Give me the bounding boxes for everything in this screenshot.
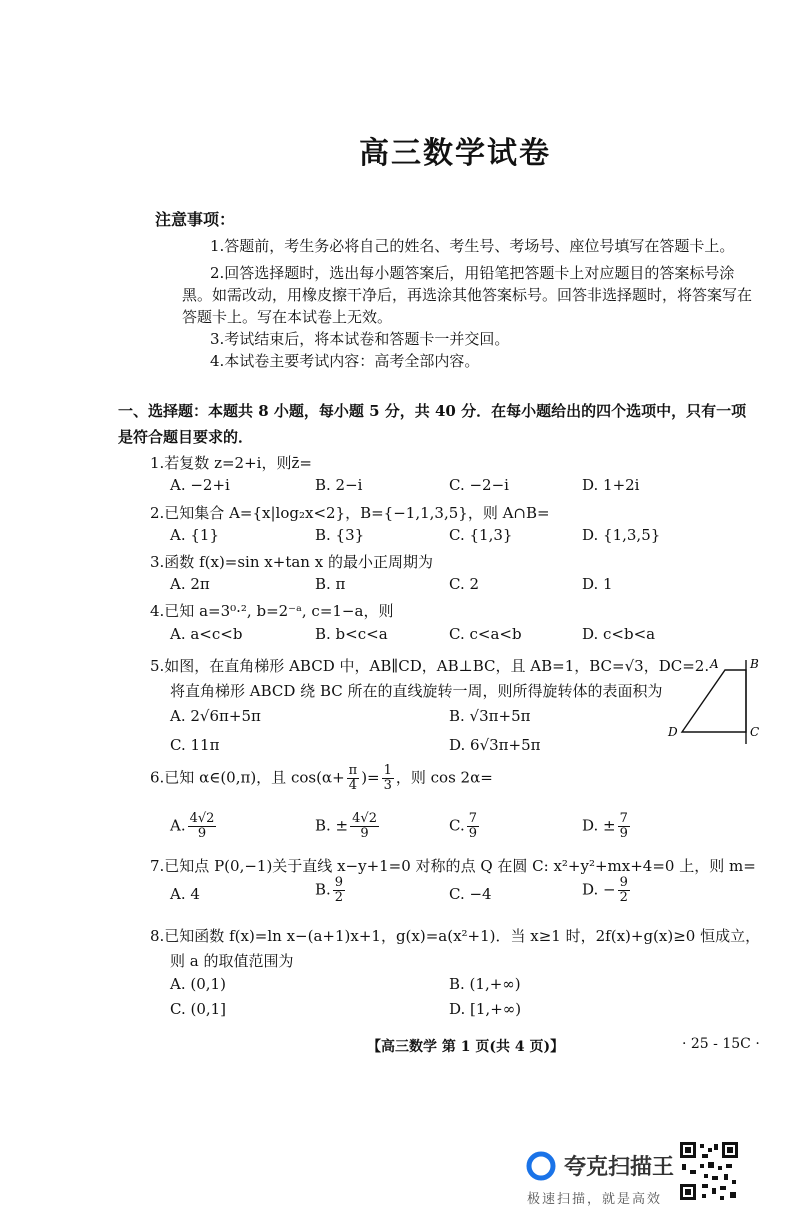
label-b: B (750, 657, 759, 671)
option: C. (0,1] (170, 1000, 227, 1018)
option: D. 1 (582, 575, 613, 593)
label-c: C (750, 725, 760, 739)
option: B. ± $\frac{4√2}{9}$ (315, 811, 377, 841)
denominator: 3 (383, 778, 392, 793)
option: B. {3} (315, 526, 365, 544)
stem-part: ，则 cos 2α= (395, 768, 493, 787)
label-a: A (710, 657, 719, 671)
option: A. 4 (170, 885, 200, 903)
option: A. a<c<b (170, 625, 243, 643)
page-title: 高三数学试卷 (359, 136, 551, 171)
option: C. c<a<b (449, 625, 522, 643)
trapezoid-shape (682, 670, 746, 732)
option: B. √3π+5π (449, 707, 531, 725)
notice-item: 2.回答选择题时，选出每小题答案后，用铅笔把答题卡上对应题目的答案标号涂 (210, 264, 735, 282)
quark-logo-icon (525, 1150, 557, 1182)
option: B. $\frac{9}{2}$ (315, 875, 344, 905)
option: C. 11π (170, 736, 220, 754)
question-stem (150, 764, 493, 793)
option: A. 2√6π+5π (170, 707, 261, 725)
option: D. c<b<a (582, 625, 656, 643)
option: C. −4 (449, 885, 492, 903)
option: B. (1,+∞) (449, 975, 521, 993)
fraction (382, 764, 394, 793)
option: C. −2−i (449, 476, 509, 494)
option: D. 6√3π+5π (449, 736, 541, 754)
option: A. 2π (170, 575, 210, 593)
question-stem-cont: 则 a 的取值范围为 (170, 952, 294, 970)
option: B. 2−i (315, 476, 363, 494)
option: D. ± $\frac{7}{9}$ (582, 811, 628, 841)
question-stem: 7.已知点 P(0,−1)关于直线 x−y+1=0 对称的点 Q 在圆 C: x²+y²+mx+4=0 上，则 m= (150, 857, 756, 875)
watermark-brand: 夸克扫描王 (564, 1155, 675, 1180)
notice-item: 4.本试卷主要考试内容：高考全部内容。 (210, 352, 480, 370)
qr-code-icon (678, 1140, 740, 1202)
page-code: · 25 - 15C · (682, 1036, 760, 1052)
stem-part: 6.已知 α∈(0,π)，且 cos(α+ (150, 768, 345, 787)
notice-item: 答题卡上。写在本试卷上无效。 (182, 308, 393, 326)
option: A. {1} (170, 526, 219, 544)
question-stem: 1.若复数 z=2+i，则z̄= (150, 454, 312, 472)
label-d: D (668, 725, 678, 739)
option: A. −2+i (170, 476, 230, 494)
question-stem: 8.已知函数 f(x)=ln x−(a+1)x+1，g(x)=a(x²+1)．当 x≥1 时，2f(x)+g(x)≥0 恒成立， (150, 927, 761, 945)
option: C. $\frac{7}{9}$ (449, 811, 477, 841)
option: D. [1,+∞) (449, 1000, 522, 1018)
notice-item: 3.考试结束后，将本试卷和答题卡一并交回。 (210, 330, 510, 348)
fraction (347, 764, 360, 793)
question-stem: 5.如图，在直角梯形 ABCD 中，AB∥CD，AB⊥BC，且 AB=1，BC=√3，DC=2. (150, 657, 710, 675)
numerator: 1 (383, 763, 392, 778)
numerator: π (348, 763, 358, 778)
option: C. 2 (449, 575, 480, 593)
notice-item: 1.答题前，考生务必将自己的姓名、考生号、考场号、座位号填写在答题卡上。 (210, 237, 735, 255)
notice-heading: 注意事项： (155, 210, 236, 229)
option: D. 1+2i (582, 476, 640, 494)
option: B. π (315, 575, 346, 593)
question-stem: 3.函数 f(x)=sin x+tan x 的最小正周期为 (150, 553, 433, 571)
option: A. (0,1) (170, 975, 226, 993)
question-stem: 2.已知集合 A={x|log₂x<2}，B={−1,1,3,5}，则 A∩B= (150, 504, 550, 522)
trapezoid-figure (660, 652, 770, 752)
stem-part: )= (361, 768, 380, 787)
option: D. − $\frac{9}{2}$ (582, 875, 628, 905)
option: A. $\frac{4√2}{9}$ (170, 811, 215, 841)
section-heading: 一、选择题：本题共 8 小题，每小题 5 分，共 40 分．在每小题给出的四个选项中，只有一项是符合题目要求的． (118, 402, 747, 446)
option: D. {1,3,5} (582, 526, 661, 544)
page-footer: 【高三数学 第 1 页(共 4 页)】 (367, 1039, 565, 1055)
denominator: 4 (348, 778, 358, 793)
question-stem: 4.已知 a=3⁰·², b=2⁻ᵃ, c=1−a，则 (150, 602, 394, 620)
watermark-slogan: 极速扫描，就是高效 (527, 1192, 663, 1207)
notice-item: 黑。如需改动，用橡皮擦干净后，再选涂其他答案标号。回答非选择题时，将答案写在 (182, 286, 753, 304)
option: C. {1,3} (449, 526, 513, 544)
option: B. b<c<a (315, 625, 388, 643)
question-stem-cont: 将直角梯形 ABCD 绕 BC 所在的直线旋转一周，则所得旋转体的表面积为 (170, 682, 663, 700)
